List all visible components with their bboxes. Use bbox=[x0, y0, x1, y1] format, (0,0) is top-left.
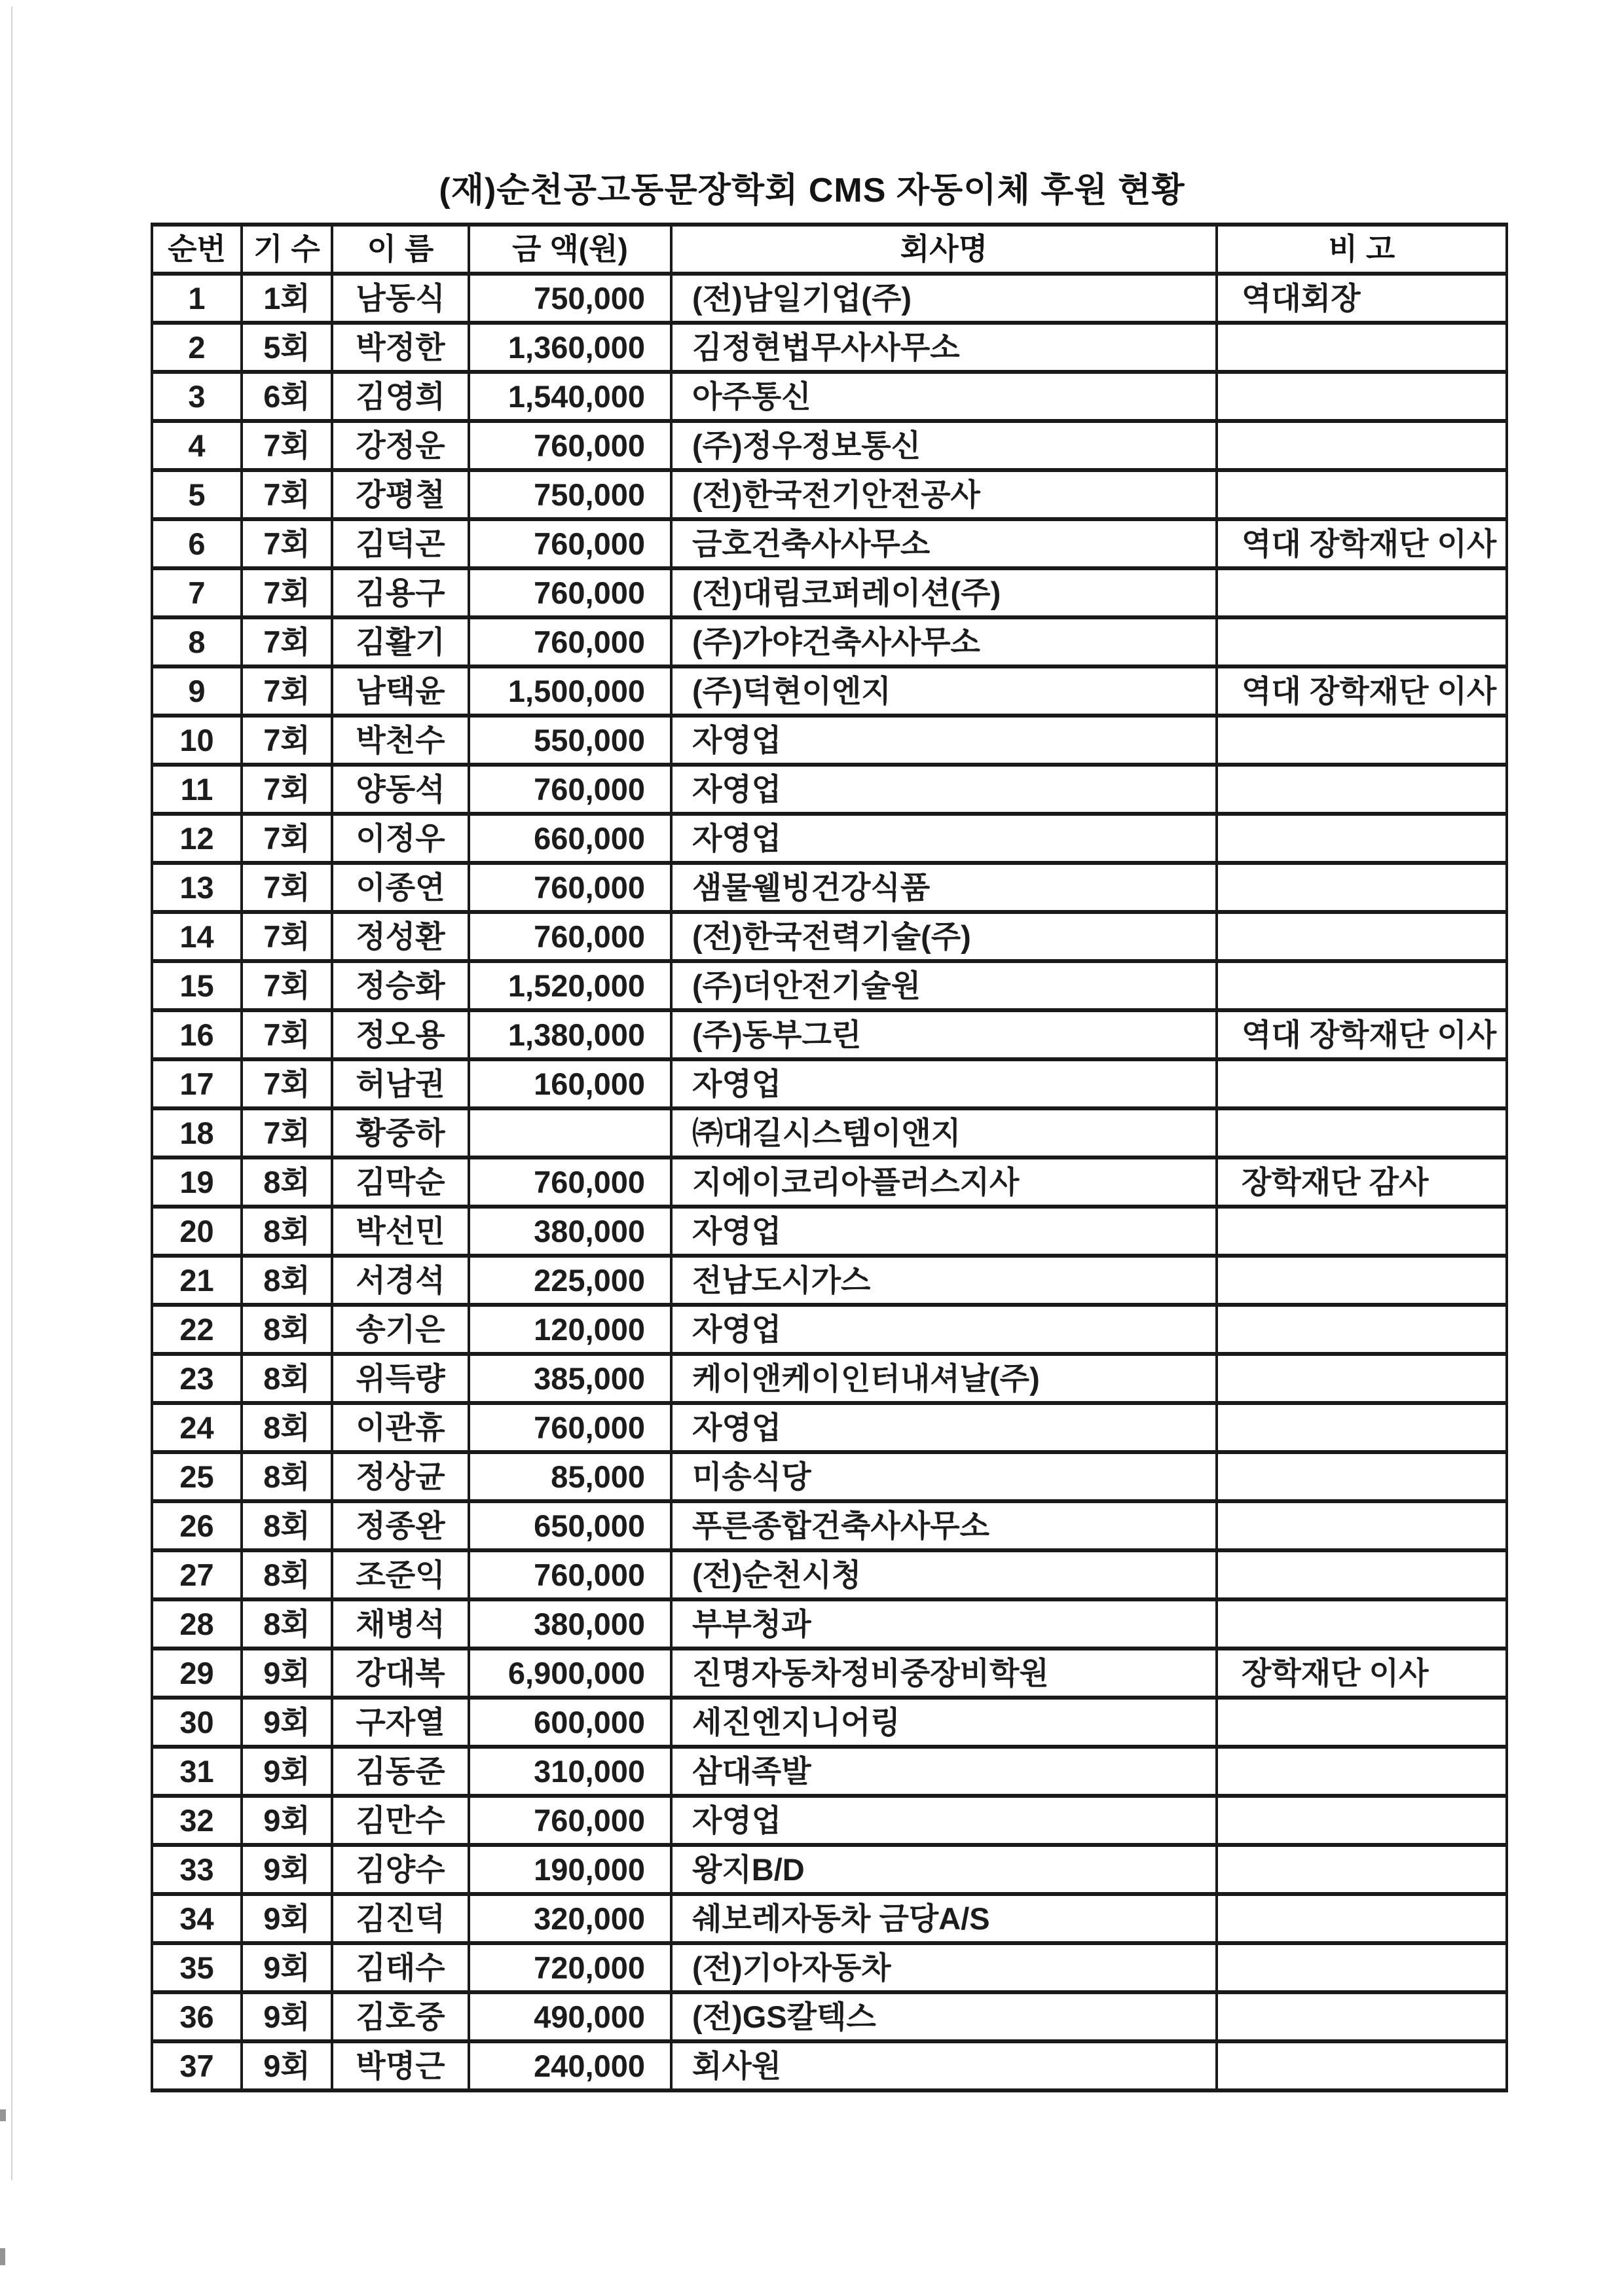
column-header-name: 이 름 bbox=[332, 225, 469, 274]
cell-amount: 760,000 bbox=[469, 912, 671, 961]
table-row bbox=[152, 912, 1507, 961]
cell-company: 자영업 bbox=[671, 765, 1217, 814]
cell-name: 서경석 bbox=[332, 1256, 469, 1305]
cell-cohort: 8회 bbox=[242, 1207, 332, 1256]
cell-no: 25 bbox=[152, 1452, 242, 1501]
cell-amount: 385,000 bbox=[469, 1354, 671, 1403]
cell-note bbox=[1217, 912, 1507, 961]
table-row bbox=[152, 1894, 1507, 1943]
table-row bbox=[152, 421, 1507, 470]
cell-no: 26 bbox=[152, 1501, 242, 1550]
table-row bbox=[152, 1354, 1507, 1403]
cell-name: 박정한 bbox=[332, 323, 469, 372]
cell-name: 강평철 bbox=[332, 470, 469, 519]
cell-note bbox=[1217, 1354, 1507, 1403]
cell-amount: 320,000 bbox=[469, 1894, 671, 1943]
table-row bbox=[152, 568, 1507, 617]
cell-cohort: 9회 bbox=[242, 1649, 332, 1698]
cell-note bbox=[1217, 1305, 1507, 1354]
table-row bbox=[152, 666, 1507, 716]
cell-amount: 225,000 bbox=[469, 1256, 671, 1305]
cell-name: 정승화 bbox=[332, 961, 469, 1010]
cell-note bbox=[1217, 1108, 1507, 1157]
table-row bbox=[152, 372, 1507, 421]
cell-name: 정종완 bbox=[332, 1501, 469, 1550]
table-row bbox=[152, 1157, 1507, 1207]
cell-cohort: 8회 bbox=[242, 1599, 332, 1649]
cell-no: 15 bbox=[152, 961, 242, 1010]
table-row bbox=[152, 470, 1507, 519]
cell-no: 12 bbox=[152, 814, 242, 863]
cell-amount: 720,000 bbox=[469, 1943, 671, 1992]
cell-name: 남동식 bbox=[332, 274, 469, 323]
cell-note bbox=[1217, 2041, 1507, 2090]
cell-no: 23 bbox=[152, 1354, 242, 1403]
cell-company: (전)GS칼텍스 bbox=[671, 1992, 1217, 2041]
cell-cohort: 8회 bbox=[242, 1501, 332, 1550]
cell-note bbox=[1217, 323, 1507, 372]
cell-amount: 760,000 bbox=[469, 568, 671, 617]
cell-note bbox=[1217, 1403, 1507, 1452]
cell-cohort: 1회 bbox=[242, 274, 332, 323]
table-row bbox=[152, 1992, 1507, 2041]
cell-no: 3 bbox=[152, 372, 242, 421]
cell-cohort: 7회 bbox=[242, 765, 332, 814]
table-row bbox=[152, 1550, 1507, 1599]
cell-company: (전)한국전력기술(주) bbox=[671, 912, 1217, 961]
cell-name: 김영희 bbox=[332, 372, 469, 421]
cell-company: (전)남일기업(주) bbox=[671, 274, 1217, 323]
cell-no: 8 bbox=[152, 617, 242, 666]
cell-amount: 1,500,000 bbox=[469, 666, 671, 716]
cell-name: 김동준 bbox=[332, 1747, 469, 1796]
table-row bbox=[152, 2041, 1507, 2090]
cell-note bbox=[1217, 863, 1507, 912]
cell-no: 10 bbox=[152, 716, 242, 765]
table-row bbox=[152, 1845, 1507, 1894]
cell-name: 남택윤 bbox=[332, 666, 469, 716]
cell-company: (전)한국전기안전공사 bbox=[671, 470, 1217, 519]
cell-company: 삼대족발 bbox=[671, 1747, 1217, 1796]
cell-company: 왕지B/D bbox=[671, 1845, 1217, 1894]
table-row bbox=[152, 617, 1507, 666]
cell-no: 30 bbox=[152, 1698, 242, 1747]
cell-company: 푸른종합건축사사무소 bbox=[671, 1501, 1217, 1550]
cell-company: 쉐보레자동차 금당A/S bbox=[671, 1894, 1217, 1943]
cell-note: 역대회장 bbox=[1217, 274, 1507, 323]
cell-amount: 490,000 bbox=[469, 1992, 671, 2041]
cell-note bbox=[1217, 617, 1507, 666]
cell-company: (주)동부그린 bbox=[671, 1010, 1217, 1059]
cell-name: 김태수 bbox=[332, 1943, 469, 1992]
cell-name: 허남권 bbox=[332, 1059, 469, 1108]
cell-no: 19 bbox=[152, 1157, 242, 1207]
table-row bbox=[152, 1452, 1507, 1501]
cell-amount: 760,000 bbox=[469, 1550, 671, 1599]
cell-company: 부부청과 bbox=[671, 1599, 1217, 1649]
cell-note bbox=[1217, 1059, 1507, 1108]
cell-note bbox=[1217, 421, 1507, 470]
cell-company: 자영업 bbox=[671, 1403, 1217, 1452]
cell-no: 4 bbox=[152, 421, 242, 470]
cell-company: 자영업 bbox=[671, 1207, 1217, 1256]
cell-note bbox=[1217, 1747, 1507, 1796]
cell-name: 김용구 bbox=[332, 568, 469, 617]
cell-no: 14 bbox=[152, 912, 242, 961]
table-row bbox=[152, 1943, 1507, 1992]
table-row bbox=[152, 863, 1507, 912]
cell-cohort: 9회 bbox=[242, 1796, 332, 1845]
cell-amount: 760,000 bbox=[469, 765, 671, 814]
cell-cohort: 7회 bbox=[242, 716, 332, 765]
cell-name: 정성환 bbox=[332, 912, 469, 961]
cell-amount: 1,520,000 bbox=[469, 961, 671, 1010]
table-row bbox=[152, 1501, 1507, 1550]
cell-note bbox=[1217, 470, 1507, 519]
cell-cohort: 7회 bbox=[242, 617, 332, 666]
cell-amount: 6,900,000 bbox=[469, 1649, 671, 1698]
cell-name: 박명근 bbox=[332, 2041, 469, 2090]
page-title: (재)순천공고동문장학회 CMS 자동이체 후원 현황 bbox=[439, 172, 1185, 210]
cell-company: 자영업 bbox=[671, 1059, 1217, 1108]
cell-note bbox=[1217, 1796, 1507, 1845]
table-row bbox=[152, 1108, 1507, 1157]
cell-no: 22 bbox=[152, 1305, 242, 1354]
cell-name: 강정운 bbox=[332, 421, 469, 470]
cell-no: 7 bbox=[152, 568, 242, 617]
cell-amount: 760,000 bbox=[469, 519, 671, 568]
cell-amount: 750,000 bbox=[469, 470, 671, 519]
table-row bbox=[152, 765, 1507, 814]
cell-amount: 85,000 bbox=[469, 1452, 671, 1501]
cell-no: 33 bbox=[152, 1845, 242, 1894]
header-row bbox=[152, 225, 1507, 274]
table-row bbox=[152, 1403, 1507, 1452]
cell-name: 황중하 bbox=[332, 1108, 469, 1157]
cell-note bbox=[1217, 1845, 1507, 1894]
cell-company: 세진엔지니어링 bbox=[671, 1698, 1217, 1747]
cell-company: 자영업 bbox=[671, 716, 1217, 765]
cell-company: (전)순천시청 bbox=[671, 1550, 1217, 1599]
cell-cohort: 9회 bbox=[242, 2041, 332, 2090]
table-row bbox=[152, 323, 1507, 372]
cell-no: 17 bbox=[152, 1059, 242, 1108]
cell-cohort: 7회 bbox=[242, 421, 332, 470]
cell-no: 2 bbox=[152, 323, 242, 372]
cell-name: 박선민 bbox=[332, 1207, 469, 1256]
cell-cohort: 6회 bbox=[242, 372, 332, 421]
cell-company: (전)대림코퍼레이션(주) bbox=[671, 568, 1217, 617]
cell-cohort: 7회 bbox=[242, 863, 332, 912]
cell-note: 장학재단 이사 bbox=[1217, 1649, 1507, 1698]
cell-note: 역대 장학재단 이사 bbox=[1217, 1010, 1507, 1059]
cell-no: 20 bbox=[152, 1207, 242, 1256]
cell-company: 자영업 bbox=[671, 814, 1217, 863]
cell-amount: 120,000 bbox=[469, 1305, 671, 1354]
cell-no: 18 bbox=[152, 1108, 242, 1157]
cell-note bbox=[1217, 1894, 1507, 1943]
cell-name: 김진덕 bbox=[332, 1894, 469, 1943]
table-row bbox=[152, 961, 1507, 1010]
table-row bbox=[152, 1256, 1507, 1305]
cell-no: 31 bbox=[152, 1747, 242, 1796]
cell-no: 32 bbox=[152, 1796, 242, 1845]
cell-company: 자영업 bbox=[671, 1796, 1217, 1845]
cell-amount: 760,000 bbox=[469, 1796, 671, 1845]
cell-no: 27 bbox=[152, 1550, 242, 1599]
cell-name: 정상균 bbox=[332, 1452, 469, 1501]
cell-cohort: 7회 bbox=[242, 912, 332, 961]
table-row bbox=[152, 1010, 1507, 1059]
cell-company: 김정현법무사사무소 bbox=[671, 323, 1217, 372]
table-row bbox=[152, 814, 1507, 863]
cell-note: 역대 장학재단 이사 bbox=[1217, 519, 1507, 568]
cell-cohort: 5회 bbox=[242, 323, 332, 372]
cell-no: 5 bbox=[152, 470, 242, 519]
cell-company: 지에이코리아플러스지사 bbox=[671, 1157, 1217, 1207]
cell-amount: 760,000 bbox=[469, 617, 671, 666]
cell-name: 강대복 bbox=[332, 1649, 469, 1698]
cell-cohort: 8회 bbox=[242, 1550, 332, 1599]
cell-cohort: 7회 bbox=[242, 666, 332, 716]
cell-cohort: 7회 bbox=[242, 519, 332, 568]
cell-company: (주)가야건축사사무소 bbox=[671, 617, 1217, 666]
cell-amount: 760,000 bbox=[469, 421, 671, 470]
cell-name: 김덕곤 bbox=[332, 519, 469, 568]
cell-note bbox=[1217, 961, 1507, 1010]
cell-note bbox=[1217, 1501, 1507, 1550]
cell-cohort: 9회 bbox=[242, 1747, 332, 1796]
cell-no: 29 bbox=[152, 1649, 242, 1698]
cell-note bbox=[1217, 1452, 1507, 1501]
cell-amount: 310,000 bbox=[469, 1747, 671, 1796]
cell-cohort: 8회 bbox=[242, 1452, 332, 1501]
cell-note bbox=[1217, 372, 1507, 421]
table-row bbox=[152, 519, 1507, 568]
cell-cohort: 7회 bbox=[242, 1108, 332, 1157]
cell-cohort: 9회 bbox=[242, 1698, 332, 1747]
cell-company: 케이앤케이인터내셔날(주) bbox=[671, 1354, 1217, 1403]
table-row bbox=[152, 716, 1507, 765]
cell-name: 김호중 bbox=[332, 1992, 469, 2041]
cell-cohort: 7회 bbox=[242, 961, 332, 1010]
cell-cohort: 8회 bbox=[242, 1403, 332, 1452]
table-row bbox=[152, 1305, 1507, 1354]
cell-name: 조준익 bbox=[332, 1550, 469, 1599]
table-row bbox=[152, 1599, 1507, 1649]
column-header-cohort: 기 수 bbox=[242, 225, 332, 274]
cell-name: 김활기 bbox=[332, 617, 469, 666]
cell-amount: 380,000 bbox=[469, 1207, 671, 1256]
cell-name: 이관휴 bbox=[332, 1403, 469, 1452]
table-row bbox=[152, 1059, 1507, 1108]
cell-note bbox=[1217, 1599, 1507, 1649]
cell-cohort: 9회 bbox=[242, 1943, 332, 1992]
cell-cohort: 9회 bbox=[242, 1845, 332, 1894]
cell-amount: 380,000 bbox=[469, 1599, 671, 1649]
cell-no: 13 bbox=[152, 863, 242, 912]
cell-no: 37 bbox=[152, 2041, 242, 2090]
cell-cohort: 7회 bbox=[242, 814, 332, 863]
cell-note bbox=[1217, 716, 1507, 765]
cell-no: 28 bbox=[152, 1599, 242, 1649]
cell-name: 김막순 bbox=[332, 1157, 469, 1207]
column-header-company: 회사명 bbox=[671, 225, 1217, 274]
cell-no: 34 bbox=[152, 1894, 242, 1943]
table-row bbox=[152, 1698, 1507, 1747]
cell-company: (전)기아자동차 bbox=[671, 1943, 1217, 1992]
cell-note bbox=[1217, 814, 1507, 863]
cell-no: 1 bbox=[152, 274, 242, 323]
scan-speck-artifact bbox=[0, 2248, 5, 2265]
cell-no: 21 bbox=[152, 1256, 242, 1305]
cell-note: 장학재단 감사 bbox=[1217, 1157, 1507, 1207]
cell-cohort: 9회 bbox=[242, 1894, 332, 1943]
cell-note bbox=[1217, 1943, 1507, 1992]
cell-name: 위득량 bbox=[332, 1354, 469, 1403]
cell-cohort: 8회 bbox=[242, 1157, 332, 1207]
cell-note bbox=[1217, 1256, 1507, 1305]
cell-note bbox=[1217, 1550, 1507, 1599]
cell-no: 35 bbox=[152, 1943, 242, 1992]
cell-name: 김만수 bbox=[332, 1796, 469, 1845]
table-header bbox=[152, 225, 1507, 274]
cell-note bbox=[1217, 1698, 1507, 1747]
cell-no: 9 bbox=[152, 666, 242, 716]
cell-cohort: 9회 bbox=[242, 1992, 332, 2041]
cell-cohort: 8회 bbox=[242, 1256, 332, 1305]
table-row bbox=[152, 1747, 1507, 1796]
cell-company: (주)정우정보통신 bbox=[671, 421, 1217, 470]
cell-cohort: 8회 bbox=[242, 1354, 332, 1403]
cell-no: 24 bbox=[152, 1403, 242, 1452]
cell-name: 양동석 bbox=[332, 765, 469, 814]
cell-cohort: 7회 bbox=[242, 470, 332, 519]
sponsor-table bbox=[151, 223, 1508, 2092]
cell-amount bbox=[469, 1108, 671, 1157]
cell-company: (주)덕현이엔지 bbox=[671, 666, 1217, 716]
cell-amount: 1,380,000 bbox=[469, 1010, 671, 1059]
table-body bbox=[152, 274, 1507, 2090]
cell-company: ㈜대길시스템이앤지 bbox=[671, 1108, 1217, 1157]
cell-company: 전남도시가스 bbox=[671, 1256, 1217, 1305]
cell-no: 36 bbox=[152, 1992, 242, 2041]
cell-name: 송기은 bbox=[332, 1305, 469, 1354]
cell-no: 6 bbox=[152, 519, 242, 568]
cell-name: 박천수 bbox=[332, 716, 469, 765]
cell-cohort: 7회 bbox=[242, 568, 332, 617]
cell-amount: 760,000 bbox=[469, 863, 671, 912]
column-header-amount: 금 액(원) bbox=[469, 225, 671, 274]
cell-name: 이종연 bbox=[332, 863, 469, 912]
column-header-note: 비 고 bbox=[1217, 225, 1507, 274]
cell-cohort: 8회 bbox=[242, 1305, 332, 1354]
table-row bbox=[152, 274, 1507, 323]
scan-edge-artifact bbox=[11, 7, 12, 2180]
cell-amount: 750,000 bbox=[469, 274, 671, 323]
cell-note bbox=[1217, 765, 1507, 814]
cell-name: 이정우 bbox=[332, 814, 469, 863]
cell-company: (주)더안전기술원 bbox=[671, 961, 1217, 1010]
cell-company: 진명자동차정비중장비학원 bbox=[671, 1649, 1217, 1698]
column-header-no: 순번 bbox=[152, 225, 242, 274]
cell-company: 금호건축사사무소 bbox=[671, 519, 1217, 568]
cell-cohort: 7회 bbox=[242, 1059, 332, 1108]
cell-amount: 160,000 bbox=[469, 1059, 671, 1108]
cell-name: 채병석 bbox=[332, 1599, 469, 1649]
cell-amount: 760,000 bbox=[469, 1403, 671, 1452]
cell-name: 구자열 bbox=[332, 1698, 469, 1747]
cell-name: 정오용 bbox=[332, 1010, 469, 1059]
cell-amount: 660,000 bbox=[469, 814, 671, 863]
cell-company: 샘물웰빙건강식품 bbox=[671, 863, 1217, 912]
cell-company: 회사원 bbox=[671, 2041, 1217, 2090]
cell-amount: 1,540,000 bbox=[469, 372, 671, 421]
table-row bbox=[152, 1207, 1507, 1256]
table-row bbox=[152, 1649, 1507, 1698]
cell-amount: 1,360,000 bbox=[469, 323, 671, 372]
cell-no: 11 bbox=[152, 765, 242, 814]
cell-note bbox=[1217, 1207, 1507, 1256]
cell-amount: 650,000 bbox=[469, 1501, 671, 1550]
cell-cohort: 7회 bbox=[242, 1010, 332, 1059]
cell-amount: 190,000 bbox=[469, 1845, 671, 1894]
cell-no: 16 bbox=[152, 1010, 242, 1059]
cell-name: 김양수 bbox=[332, 1845, 469, 1894]
table-row bbox=[152, 1796, 1507, 1845]
cell-amount: 760,000 bbox=[469, 1157, 671, 1207]
cell-amount: 600,000 bbox=[469, 1698, 671, 1747]
scan-speck-artifact bbox=[0, 2109, 6, 2121]
cell-company: 자영업 bbox=[671, 1305, 1217, 1354]
cell-amount: 240,000 bbox=[469, 2041, 671, 2090]
cell-company: 미송식당 bbox=[671, 1452, 1217, 1501]
cell-note bbox=[1217, 1992, 1507, 2041]
cell-company: 아주통신 bbox=[671, 372, 1217, 421]
cell-note bbox=[1217, 568, 1507, 617]
cell-amount: 550,000 bbox=[469, 716, 671, 765]
cell-note: 역대 장학재단 이사 bbox=[1217, 666, 1507, 716]
